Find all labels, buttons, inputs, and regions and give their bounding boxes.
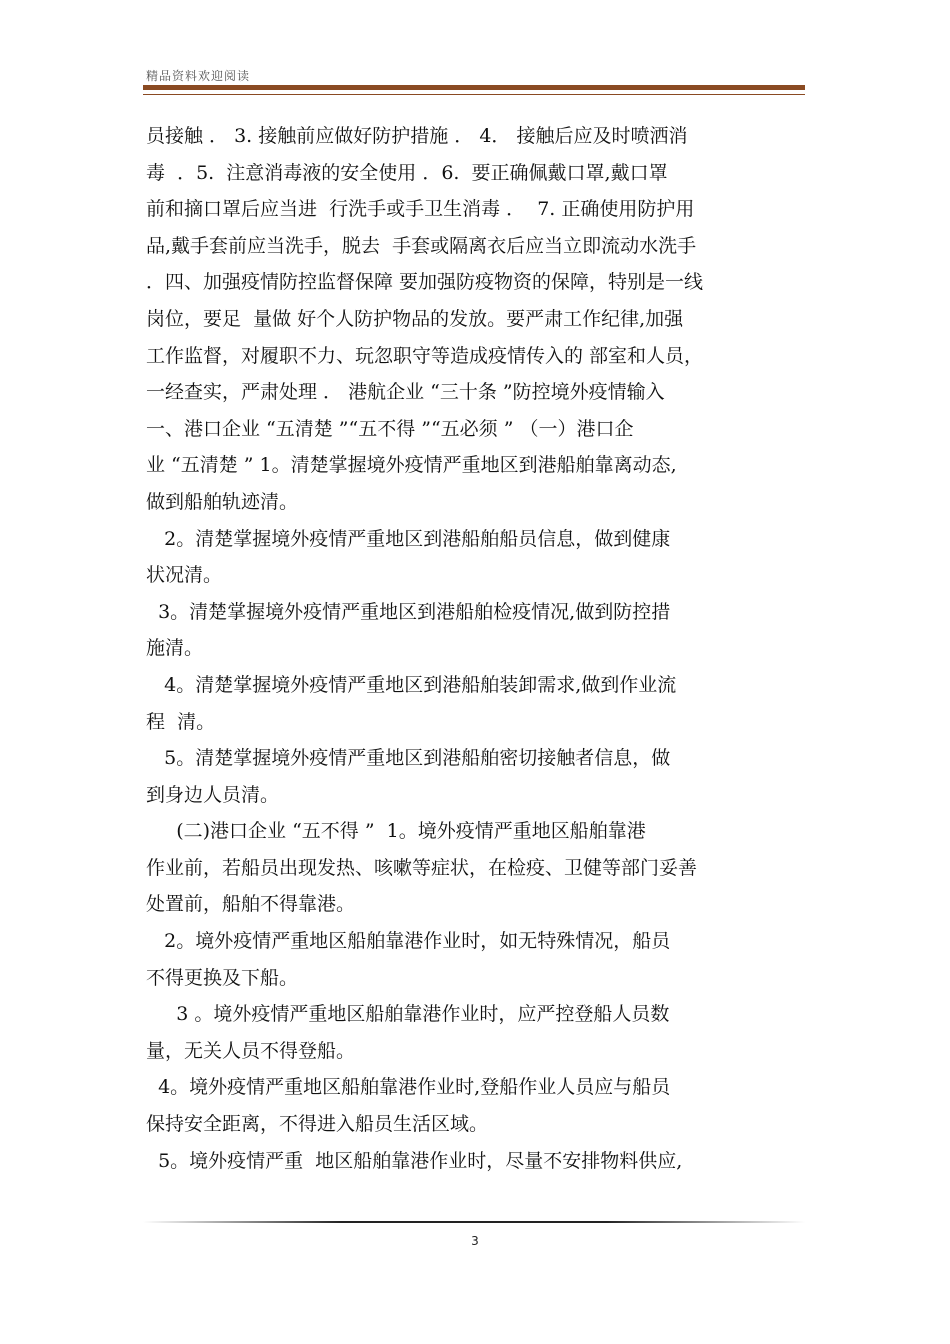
text-line: 处置前，船舶不得靠港。 bbox=[146, 893, 356, 916]
text-line: 程 清。 bbox=[146, 710, 216, 733]
text-line: 毒 ．5. 注意消毒液的安全使用 ．6. 要正确佩戴口罩,戴口罩 bbox=[146, 161, 668, 184]
page-number: 3 bbox=[471, 1234, 479, 1248]
text-line: 业 “五清楚 ” 1。清楚掌握境外疫情严重地区到港船舶靠离动态, bbox=[146, 454, 677, 477]
text-line: 3。清楚掌握境外疫情严重地区到港船舶检疫情况,做到防控措 bbox=[146, 600, 671, 623]
text-line: 4。清楚掌握境外疫情严重地区到港船舶装卸需求,做到作业流 bbox=[146, 673, 677, 696]
header-rule-thick bbox=[143, 85, 805, 90]
text-line: 到身边人员清。 bbox=[146, 783, 280, 806]
text-line: 做到船舶轨迹清。 bbox=[146, 490, 299, 513]
text-line: 一、港口企业 “五清楚 ”“五不得 ”“五必须 ” （一）港口企 bbox=[146, 417, 634, 440]
text-line: 员接触 ． 3. 接触前应做好防护措施 ． 4． 接触后应及时喷洒消 bbox=[146, 125, 688, 147]
header-text: 精品资料欢迎阅读 bbox=[146, 69, 251, 83]
text-line: 工作监督，对履职不力、玩忽职守等造成疫情传入的 部室和人员， bbox=[146, 344, 704, 367]
text-line: 施清。 bbox=[146, 637, 204, 660]
text-line: 岗位，要足 量做 好个人防护物品的发放。要严肃工作纪律,加强 bbox=[146, 307, 684, 330]
text-line: ．四、加强疫情防控监督保障 要加强防疫物资的保障，特别是一线 bbox=[146, 271, 704, 294]
text-line: 不得更换及下船。 bbox=[146, 966, 299, 989]
text-line: 品,戴手套前应当洗手，脱去 手套或隔离衣后应当立即流动水洗手 bbox=[146, 234, 697, 257]
text-line: 作业前，若船员出现发热、咳嗽等症状，在检疫、卫健等部门妥善 bbox=[146, 856, 698, 879]
text-line: 状况清。 bbox=[146, 564, 223, 587]
text-line: (二)港口企业 “五不得 ” 1。境外疫情严重地区船舶靠港 bbox=[146, 820, 646, 843]
text-line: 4。境外疫情严重地区船舶靠港作业时,登船作业人员应与船员 bbox=[146, 1076, 671, 1099]
text-line: 3 。境外疫情严重地区船舶靠港作业时，应严控登船人员数 bbox=[146, 1003, 670, 1026]
text-line: 前和摘口罩后应当进 行洗手或手卫生消毒 ． 7. 正确使用防护用 bbox=[146, 198, 695, 221]
header-rule-thin bbox=[143, 94, 805, 95]
text-line: 5。境外疫情严重 地区船舶靠港作业时，尽量不安排物料供应, bbox=[146, 1149, 683, 1172]
text-line: 量，无关人员不得登船。 bbox=[146, 1039, 356, 1062]
footer-rule bbox=[143, 1221, 805, 1223]
text-line: 保持安全距离，不得进入船员生活区域。 bbox=[146, 1113, 489, 1136]
text-line: 2。境外疫情严重地区船舶靠港作业时，如无特殊情况，船员 bbox=[146, 930, 671, 953]
body-text bbox=[146, 118, 810, 1179]
text-line: 2。清楚掌握境外疫情严重地区到港船舶船员信息，做到健康 bbox=[146, 527, 671, 550]
text-line: 5。清楚掌握境外疫情严重地区到港船舶密切接触者信息，做 bbox=[146, 747, 671, 770]
text-line: 一经查实，严肃处理 ． 港航企业 “三十条 ”防控境外疫情输入 bbox=[146, 381, 665, 404]
